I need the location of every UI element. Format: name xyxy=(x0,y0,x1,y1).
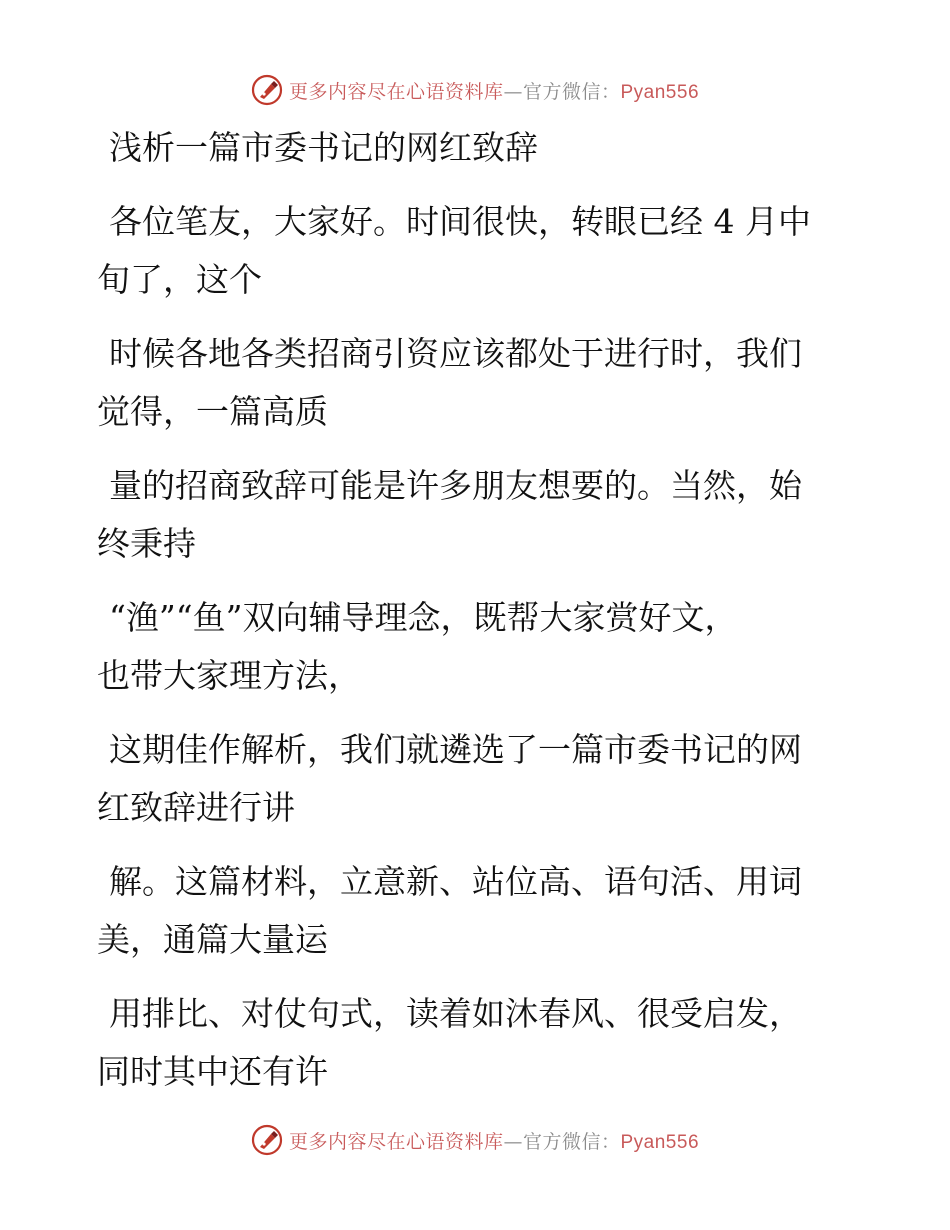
paragraph xyxy=(97,325,857,441)
banner-separator: — xyxy=(503,1130,523,1153)
paragraph-line: 量的招商致辞可能是许多朋友想要的。当然，始 xyxy=(109,466,802,505)
paragraph-line: 解。这篇材料，立意新、站位高、语句活、用词 xyxy=(109,862,802,901)
pen-nib-logo-icon xyxy=(251,1124,283,1156)
paragraph-line: 红致辞进行讲 xyxy=(97,788,295,827)
banner-inner xyxy=(251,74,699,106)
paragraph-line: 终秉持 xyxy=(97,524,196,563)
paragraph-line: “渔”“鱼”双向辅导理念，既帮大家赏好文， xyxy=(109,598,738,637)
header-banner xyxy=(0,70,950,110)
paragraph xyxy=(97,589,857,705)
banner-wechat-id: Pyan556 xyxy=(620,1131,700,1153)
paragraph-line: 同时其中还有许 xyxy=(97,1052,328,1091)
paragraph-line: 这期佳作解析，我们就遴选了一篇市委书记的网 xyxy=(109,730,802,769)
paragraph xyxy=(97,721,857,837)
paragraph-line: 觉得，一篇高质 xyxy=(97,392,328,431)
paragraph-line: 也带大家理方法， xyxy=(97,656,361,695)
paragraph-line: 各位笔友，大家好。时间很快，转眼已经 4 月中 xyxy=(109,202,811,241)
pen-nib-logo-icon xyxy=(251,74,283,106)
paragraph-line: 美，通篇大量运 xyxy=(97,920,328,959)
paragraph xyxy=(97,457,857,573)
banner-wechat-id: Pyan556 xyxy=(620,81,700,103)
paragraph xyxy=(97,193,857,309)
banner-site-text: 更多内容尽在心语资料库 xyxy=(288,1130,504,1153)
paragraph-line: 旬了，这个 xyxy=(97,260,262,299)
banner-text xyxy=(289,1127,699,1154)
paragraph xyxy=(97,985,857,1101)
footer-banner xyxy=(0,1120,950,1160)
document-title: 浅析一篇市委书记的网红致辞 xyxy=(109,128,538,167)
paragraph-line: 用排比、对仗句式，读着如沐春风、很受启发， xyxy=(109,994,802,1033)
banner-inner xyxy=(251,1124,699,1156)
paragraph xyxy=(97,853,857,969)
banner-wechat-label: 官方微信： xyxy=(522,1130,621,1153)
banner-text xyxy=(289,77,699,104)
paragraph-line: 时候各地各类招商引资应该都处于进行时，我们 xyxy=(109,334,802,373)
banner-site-text: 更多内容尽在心语资料库 xyxy=(288,80,504,103)
banner-separator: — xyxy=(503,80,523,103)
document-body xyxy=(97,122,857,1117)
banner-wechat-label: 官方微信： xyxy=(522,80,621,103)
